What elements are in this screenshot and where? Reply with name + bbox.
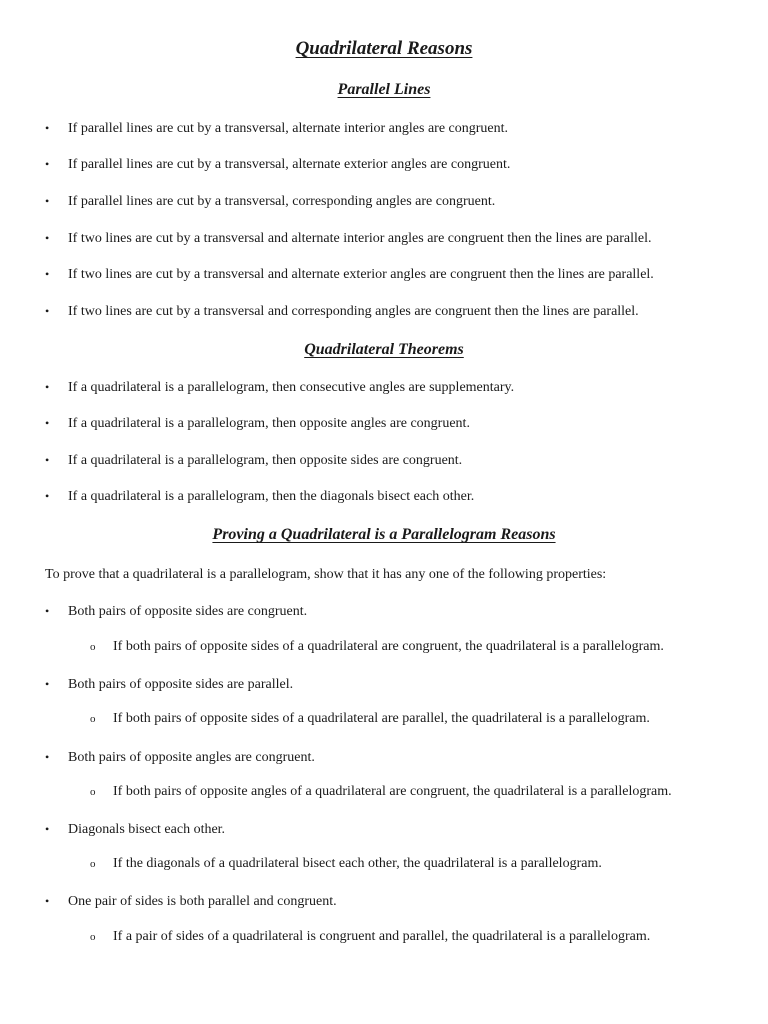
list-item-text: If a quadrilateral is a parallelogram, then consecutive angles are supplementary. — [68, 380, 515, 395]
bullet-icon: • — [45, 231, 50, 245]
list-item-text: If two lines are cut by a transversal and alternate interior angles are congruent then the lines are parallel. — [68, 231, 652, 246]
proving-intro: To prove that a quadrilateral is a parallelogram, show that it has any one of the following properties: — [45, 567, 607, 582]
list-item-text: If a quadrilateral is a parallelogram, then the diagonals bisect each other. — [68, 489, 475, 504]
list-item — [45, 820, 225, 839]
sub-list-item — [90, 783, 672, 801]
bullet-icon: • — [45, 304, 50, 318]
list-item — [45, 119, 508, 138]
list-item — [45, 892, 337, 911]
list-item-text: If a quadrilateral is a parallelogram, then opposite sides are congruent. — [68, 453, 463, 468]
bullet-icon: • — [45, 750, 50, 764]
bullet-icon: • — [45, 453, 50, 467]
reason-text: If both pairs of opposite sides of a quadrilateral are parallel, the quadrilateral is a parallelogram. — [113, 711, 650, 726]
list-item — [45, 602, 307, 621]
bullet-icon: • — [45, 380, 50, 394]
sub-list-item — [90, 928, 650, 946]
bullet-icon: • — [45, 194, 50, 208]
list-item-text: If two lines are cut by a transversal and alternate exterior angles are congruent then the lines are parallel. — [68, 267, 654, 282]
list-item — [45, 192, 495, 211]
property-text: Diagonals bisect each other. — [68, 822, 226, 837]
list-item-text: If two lines are cut by a transversal and corresponding angles are congruent then the lines are parallel. — [68, 304, 639, 319]
list-item — [45, 229, 651, 248]
reason-text: If the diagonals of a quadrilateral bisect each other, the quadrilateral is a parallelogram. — [113, 856, 602, 871]
list-item-text: If parallel lines are cut by a transversal, corresponding angles are congruent. — [68, 194, 496, 209]
sub-bullet-icon: o — [90, 641, 96, 653]
sub-bullet-icon: o — [90, 858, 96, 870]
list-item-text: If parallel lines are cut by a transversal, alternate exterior angles are congruent. — [68, 157, 511, 172]
bullet-icon: • — [45, 121, 50, 135]
bullet-icon: • — [45, 677, 50, 691]
reason-text: If both pairs of opposite sides of a quadrilateral are congruent, the quadrilateral is a parallelogram. — [113, 639, 664, 654]
bullet-icon: • — [45, 822, 50, 836]
reason-text: If both pairs of opposite angles of a quadrilateral are congruent, the quadrilateral is a parallelogram. — [113, 784, 672, 799]
list-item — [45, 748, 315, 767]
list-item — [45, 675, 293, 694]
list-item-text: If parallel lines are cut by a transversal, alternate interior angles are congruent. — [68, 121, 509, 136]
list-item — [45, 487, 474, 506]
sub-bullet-icon: o — [90, 713, 96, 725]
list-item — [45, 451, 462, 470]
heading-quadrilateral-theorems: Quadrilateral Theorems — [304, 341, 464, 358]
list-item — [45, 378, 514, 397]
reason-text: If a pair of sides of a quadrilateral is congruent and parallel, the quadrilateral is a parallelogram. — [113, 929, 651, 944]
property-text: Both pairs of opposite sides are parallel. — [68, 677, 294, 692]
sub-list-item — [90, 638, 664, 656]
document-title: Quadrilateral Reasons — [295, 38, 473, 59]
property-text: Both pairs of opposite sides are congruent. — [68, 604, 308, 619]
bullet-icon: • — [45, 604, 50, 618]
bullet-icon: • — [45, 894, 50, 908]
property-text: One pair of sides is both parallel and congruent. — [68, 894, 337, 909]
sub-list-item — [90, 855, 602, 873]
list-item-text: If a quadrilateral is a parallelogram, then opposite angles are congruent. — [68, 416, 470, 431]
sub-bullet-icon: o — [90, 931, 96, 943]
list-item — [45, 414, 470, 433]
bullet-icon: • — [45, 267, 50, 281]
heading-parallel-lines: Parallel Lines — [337, 81, 431, 98]
list-item — [45, 265, 654, 284]
heading-proving-parallelogram: Proving a Quadrilateral is a Parallelogram Reasons — [212, 526, 556, 543]
sub-list-item — [90, 710, 650, 728]
bullet-icon: • — [45, 157, 50, 171]
list-item — [45, 155, 510, 174]
list-item — [45, 302, 639, 321]
sub-bullet-icon: o — [90, 786, 96, 798]
property-text: Both pairs of opposite angles are congruent. — [68, 750, 315, 765]
bullet-icon: • — [45, 416, 50, 430]
bullet-icon: • — [45, 489, 50, 503]
